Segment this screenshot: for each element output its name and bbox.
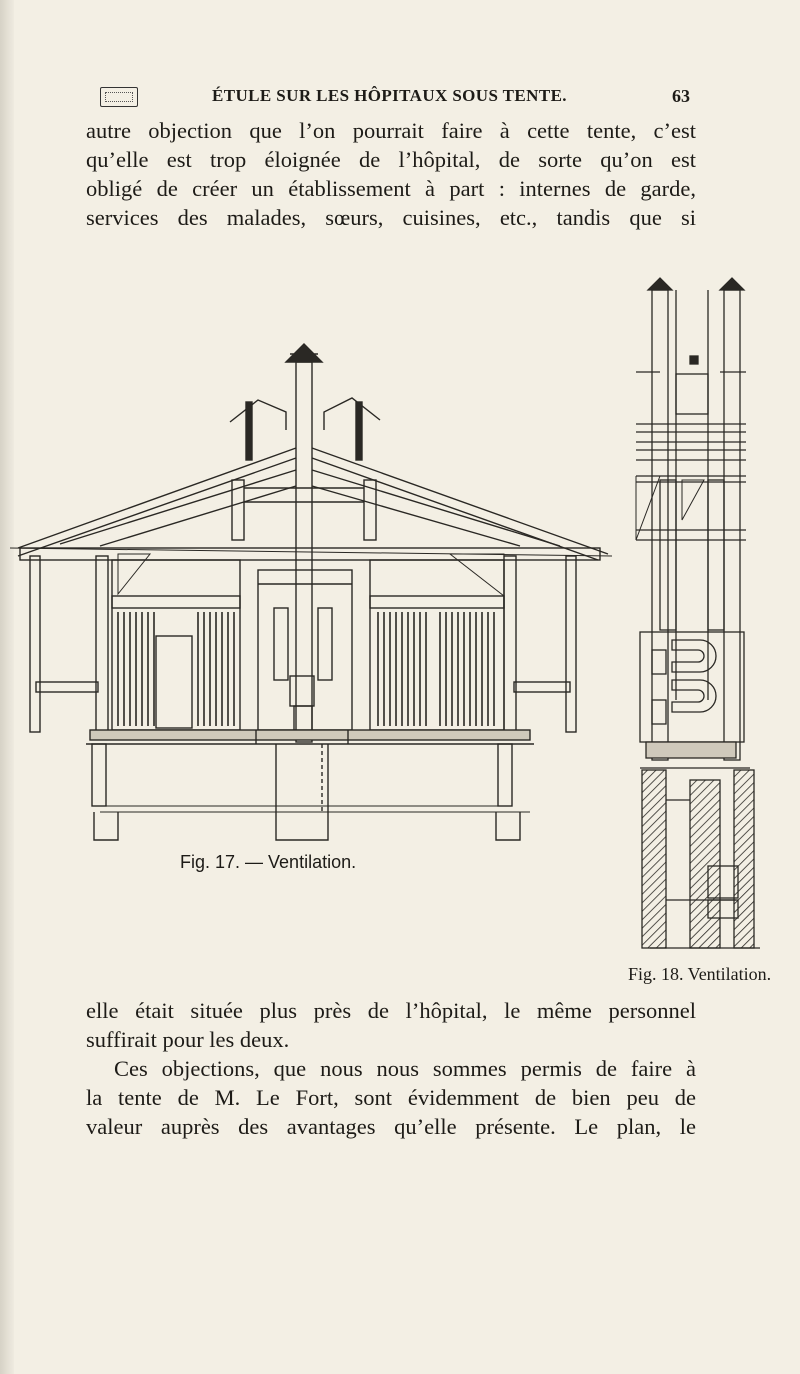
bottom-paragraph bbox=[86, 996, 696, 1141]
text-line: Ces objections, que nous nous sommes permis de faire à bbox=[114, 1056, 696, 1081]
figure-17-caption: Fig. 17. — Ventilation. bbox=[180, 852, 357, 872]
running-header bbox=[100, 84, 690, 110]
text-line: autre objection que l’on pourrait faire à cette tente, c’est bbox=[86, 118, 696, 143]
figure-18-ventilation-drawing bbox=[614, 270, 794, 960]
header-ornament-icon bbox=[100, 87, 138, 107]
text-line: services des malades, sœurs, cuisines, etc., tandis que si bbox=[86, 205, 696, 230]
text-line: elle était située plus près de l’hôpital, le même personnel bbox=[86, 998, 696, 1023]
text-line: la tente de M. Le Fort, sont évidemment de bien peu de bbox=[86, 1085, 696, 1110]
figure-18-caption: Fig. 18. Ventilation. bbox=[628, 964, 772, 984]
page-number: 63 bbox=[672, 86, 690, 106]
running-title: ÉTULE SUR LES HÔPITAUX SOUS TENTE. bbox=[212, 86, 567, 105]
text-line: qu’elle est trop éloignée de l’hôpital, de sorte qu’on est bbox=[86, 147, 696, 172]
text-line: valeur auprès des avantages qu’elle présente. Le plan, le bbox=[86, 1114, 696, 1139]
text-line: obligé de créer un établissement à part : internes de garde, bbox=[86, 176, 696, 201]
text-line: suffirait pour les deux. bbox=[86, 1027, 290, 1052]
top-paragraph bbox=[86, 116, 696, 232]
figure-17-tent-ventilation-drawing bbox=[0, 330, 620, 850]
